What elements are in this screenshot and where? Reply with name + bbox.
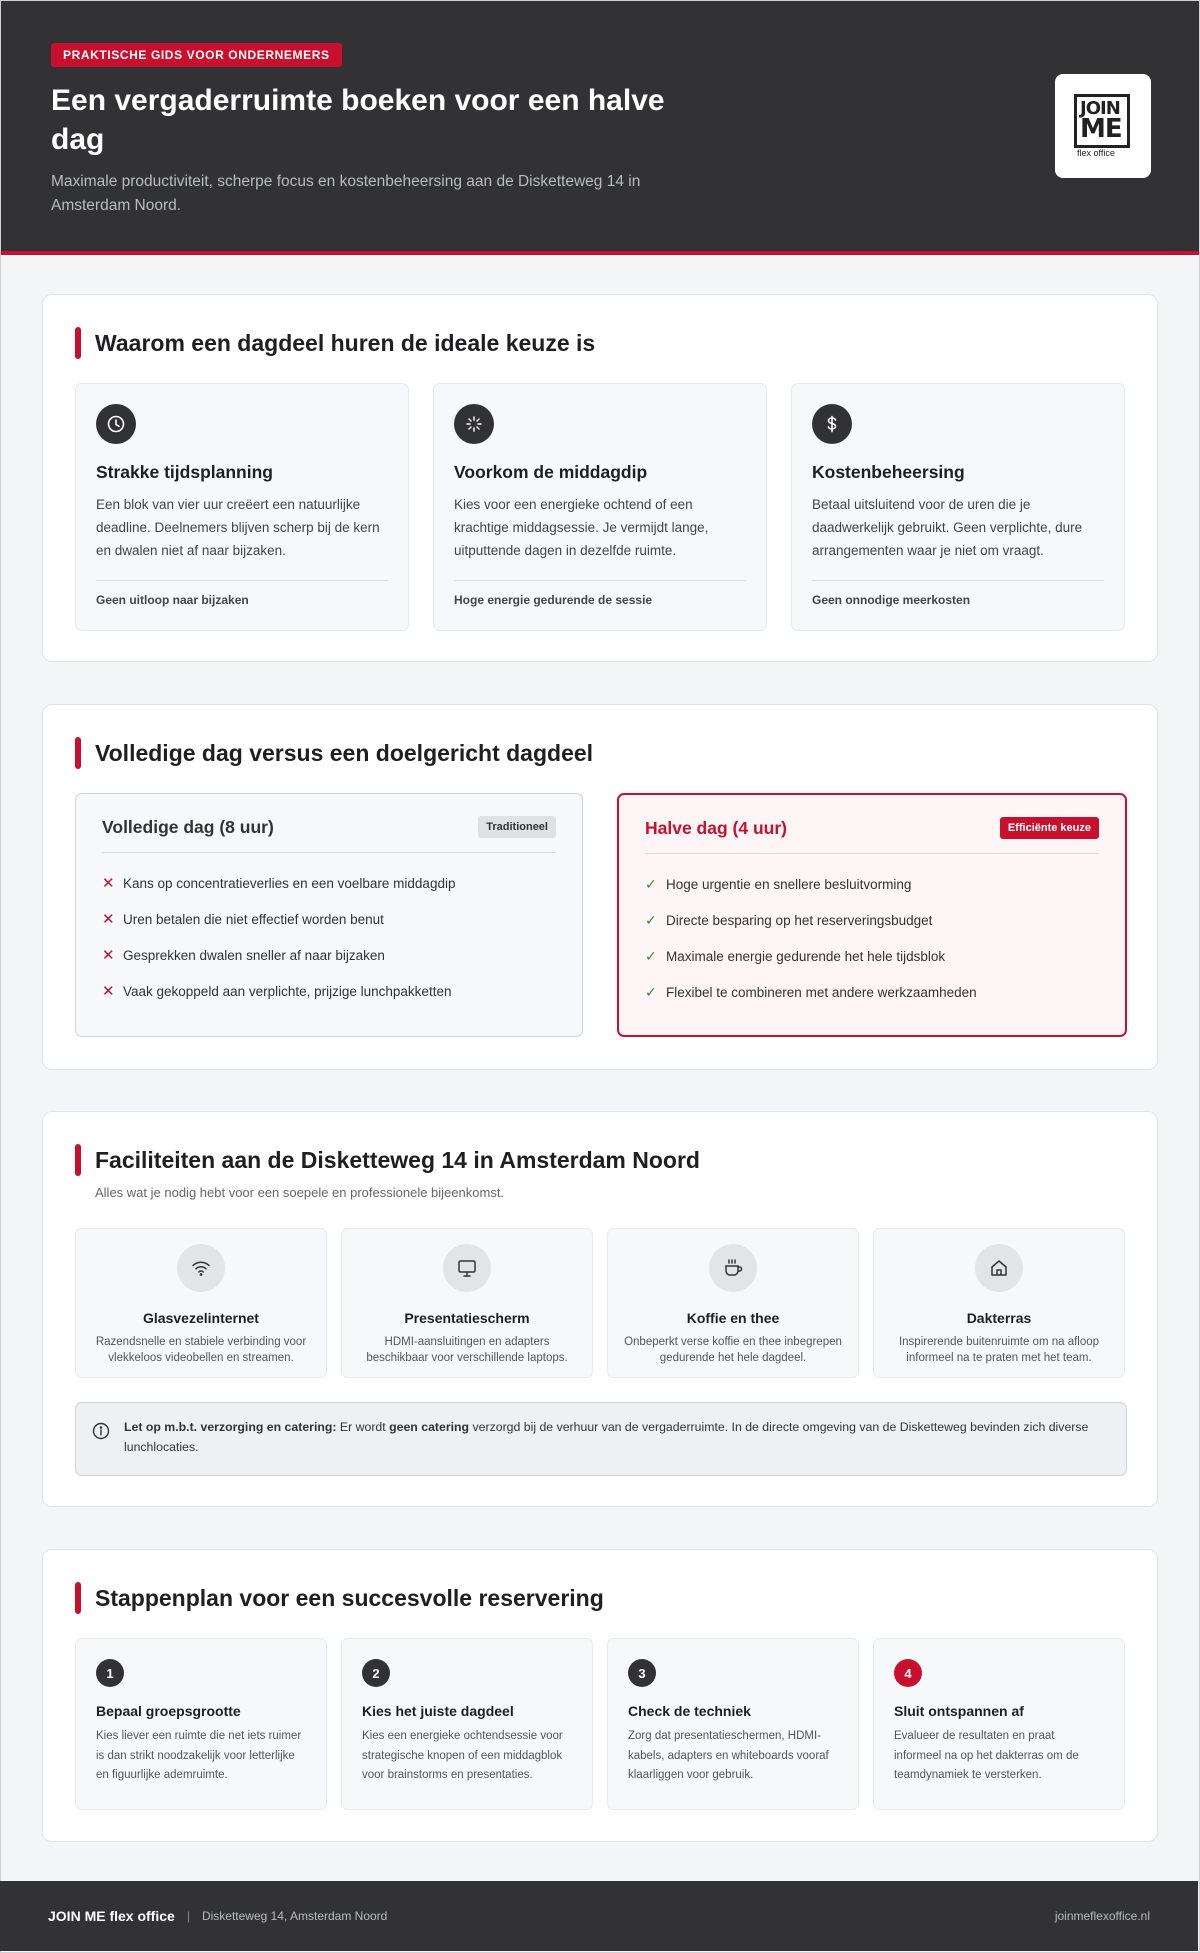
step-text: Evalueer de resultaten en praat informeel na op het dakterras om de teamdynamiek te versterken. [894, 1730, 1079, 1781]
notice-emphasis: geen catering [389, 1420, 470, 1434]
footer-brand: JOIN ME flex office [48, 1908, 175, 1924]
check-icon: ✓ [645, 983, 657, 1000]
clock-icon [96, 404, 136, 444]
title-accent-bar [75, 1144, 81, 1176]
efficient-badge: Efficiënte keuze [1000, 817, 1099, 839]
list-item: ✓ Flexibel te combineren met andere werkzaamheden [645, 983, 977, 1000]
why-card-costs [791, 383, 1125, 631]
step-card-1 [75, 1638, 327, 1810]
step-card-4 [873, 1638, 1125, 1810]
footer-address: Disketteweg 14, Amsterdam Noord [201, 1909, 388, 1923]
facility-text: Razendsnelle en stabiele verbinding voor vlekkeloos videobellen en streamen. [95, 1336, 307, 1364]
catering-notice: Let op m.b.t. verzorging en catering: Er wordt geen catering verzorgd bij de verhuur van de vergaderruimte. In de directe omgeving van de Disketteweg bevinden zich diverse lunchlocaties. [75, 1402, 1127, 1476]
monitor-icon [443, 1244, 491, 1292]
facilities-section-title: Faciliteiten aan de Disketteweg 14 in Amsterdam Noord [75, 1144, 700, 1176]
cross-icon: ✕ [102, 983, 115, 1000]
facility-title: Dakterras [966, 1310, 1032, 1326]
facility-card-coffee [607, 1228, 859, 1378]
why-card-energy [433, 383, 767, 631]
half-day-panel [617, 793, 1127, 1037]
list-item: ✓ Hoge urgentie en snellere besluitvorming [645, 875, 912, 892]
cross-icon: ✕ [102, 875, 115, 892]
compare-section-title: Volledige dag versus een doelgericht dagdeel [75, 737, 593, 769]
step-number: 1 [96, 1659, 124, 1687]
why-card-footnote: Geen onnodige meerkosten [812, 593, 971, 607]
title-accent-bar [75, 1582, 81, 1614]
check-icon: ✓ [645, 947, 657, 964]
coffee-icon [709, 1244, 757, 1292]
guide-tag: PRAKTISCHE GIDS VOOR ONDERNEMERS [51, 43, 342, 67]
facility-card-terrace [873, 1228, 1125, 1378]
why-card-text: Een blok van vier uur creëert een natuurlijke deadline. Deelnemers blijven scherp bij de kern en dwalen niet af naar bijzaken. [96, 497, 380, 558]
why-card-footnote: Hoge energie gedurende de sessie [454, 593, 653, 607]
step-title: Check de techniek [628, 1703, 751, 1719]
step-title: Bepaal groepsgrootte [96, 1703, 241, 1719]
check-icon: ✓ [645, 875, 657, 892]
list-item: ✓ Directe besparing op het reserveringsbudget [645, 911, 933, 928]
facility-title: Koffie en thee [686, 1310, 780, 1326]
compare-section [42, 704, 1158, 1070]
page-subtitle: Maximale productiviteit, scherpe focus en kostenbeheersing aan de Disketteweg 14 in Amsterdam Noord. [51, 173, 641, 214]
page-header [1, 1, 1199, 255]
step-number: 4 [894, 1659, 922, 1687]
facility-text: Onbeperkt verse koffie en thee inbegrepen gedurende het hele dagdeel. [624, 1336, 842, 1364]
check-icon: ✓ [645, 911, 657, 928]
cross-icon: ✕ [102, 947, 115, 964]
footer-separator: | [186, 1909, 190, 1923]
step-text: Kies een energieke ochtendsessie voor strategische knopen of een middagblok voor brainstorms en presentaties. [362, 1730, 563, 1781]
title-accent-bar [75, 327, 81, 359]
step-number: 3 [628, 1659, 656, 1687]
logo-word-me: ME [1080, 114, 1122, 144]
why-card-text: Betaal uitsluitend voor de uren die je daadwerkelijk gebruikt. Geen verplichte, dure arrangementen waar je niet om vraagt. [812, 497, 1083, 558]
why-card-text: Kies voor een energieke ochtend of een krachtige middagsessie. Je vermijdt lange, uitputtende dagen in dezelfde ruimte. [454, 497, 709, 558]
logo-word-join: JOIN [1080, 98, 1120, 119]
why-card-title: Kostenbeheersing [812, 462, 965, 482]
list-item: ✓ Maximale energie gedurende het hele tijdsblok [645, 947, 946, 964]
facility-card-screen [341, 1228, 593, 1378]
page-title: Een vergaderruimte boeken voor een halve dag [51, 84, 665, 156]
step-card-2 [341, 1638, 593, 1810]
step-text: Kies liever een ruimte die net iets ruimer is dan strikt noodzakelijk voor letterlijke en figuurlijke ademruimte. [96, 1730, 302, 1781]
step-number: 2 [362, 1659, 390, 1687]
step-title: Sluit ontspannen af [894, 1703, 1024, 1719]
title-accent-bar [75, 737, 81, 769]
steps-section [42, 1549, 1158, 1842]
facility-card-internet [75, 1228, 327, 1378]
list-item: ✕ Kans op concentratieverlies en een voelbare middagdip [102, 875, 456, 892]
list-item: ✕ Gesprekken dwalen sneller af naar bijzaken [102, 947, 385, 964]
facility-text: Inspirerende buitenruimte om na afloop informeel na te praten met het team. [898, 1336, 1100, 1364]
facilities-section [42, 1111, 1158, 1507]
facilities-subtitle: Alles wat je nodig hebt voor een soepele en professionele bijeenkomst. [95, 1185, 505, 1200]
info-icon [92, 1422, 110, 1446]
why-section-title: Waarom een dagdeel huren de ideale keuze is [75, 327, 595, 359]
cross-icon: ✕ [102, 911, 115, 928]
dollar-icon [812, 404, 852, 444]
wifi-icon [177, 1244, 225, 1292]
why-section [42, 294, 1158, 662]
home-icon [975, 1244, 1023, 1292]
step-title: Kies het juiste dagdeel [362, 1703, 514, 1719]
why-card-footnote: Geen uitloop naar bijzaken [96, 593, 249, 607]
steps-section-title: Stappenplan voor een succesvolle reservering [75, 1582, 604, 1614]
logo-subtitle: flex office [1077, 148, 1115, 158]
brand-logo[interactable] [1055, 74, 1151, 178]
traditional-badge: Traditioneel [478, 816, 556, 838]
facility-text: HDMI-aansluitingen en adapters beschikbaar voor verschillende laptops. [366, 1336, 568, 1364]
why-card-planning [75, 383, 409, 631]
full-day-panel [75, 793, 583, 1037]
facility-title: Presentatiescherm [404, 1310, 530, 1326]
why-card-title: Voorkom de middagdip [454, 462, 648, 482]
list-item: ✕ Uren betalen die niet effectief worden benut [102, 911, 384, 928]
list-item: ✕ Vaak gekoppeld aan verplichte, prijzige lunchpakketten [102, 983, 452, 1000]
energy-icon [454, 404, 494, 444]
full-day-title: Volledige dag (8 uur) [102, 816, 274, 837]
step-text: Zorg dat presentatieschermen, HDMI-kabels, adapters en whiteboards vooraf klaarliggen voor gebruik. [628, 1730, 829, 1781]
facility-title: Glasvezelinternet [143, 1310, 259, 1326]
page-footer [0, 1881, 1198, 1951]
half-day-title: Halve dag (4 uur) [645, 817, 787, 838]
footer-website-link[interactable]: joinmeflexoffice.nl [1054, 1909, 1150, 1923]
why-card-title: Strakke tijdsplanning [96, 462, 273, 482]
step-card-3 [607, 1638, 859, 1810]
notice-label: Let op m.b.t. verzorging en catering: [124, 1420, 337, 1434]
